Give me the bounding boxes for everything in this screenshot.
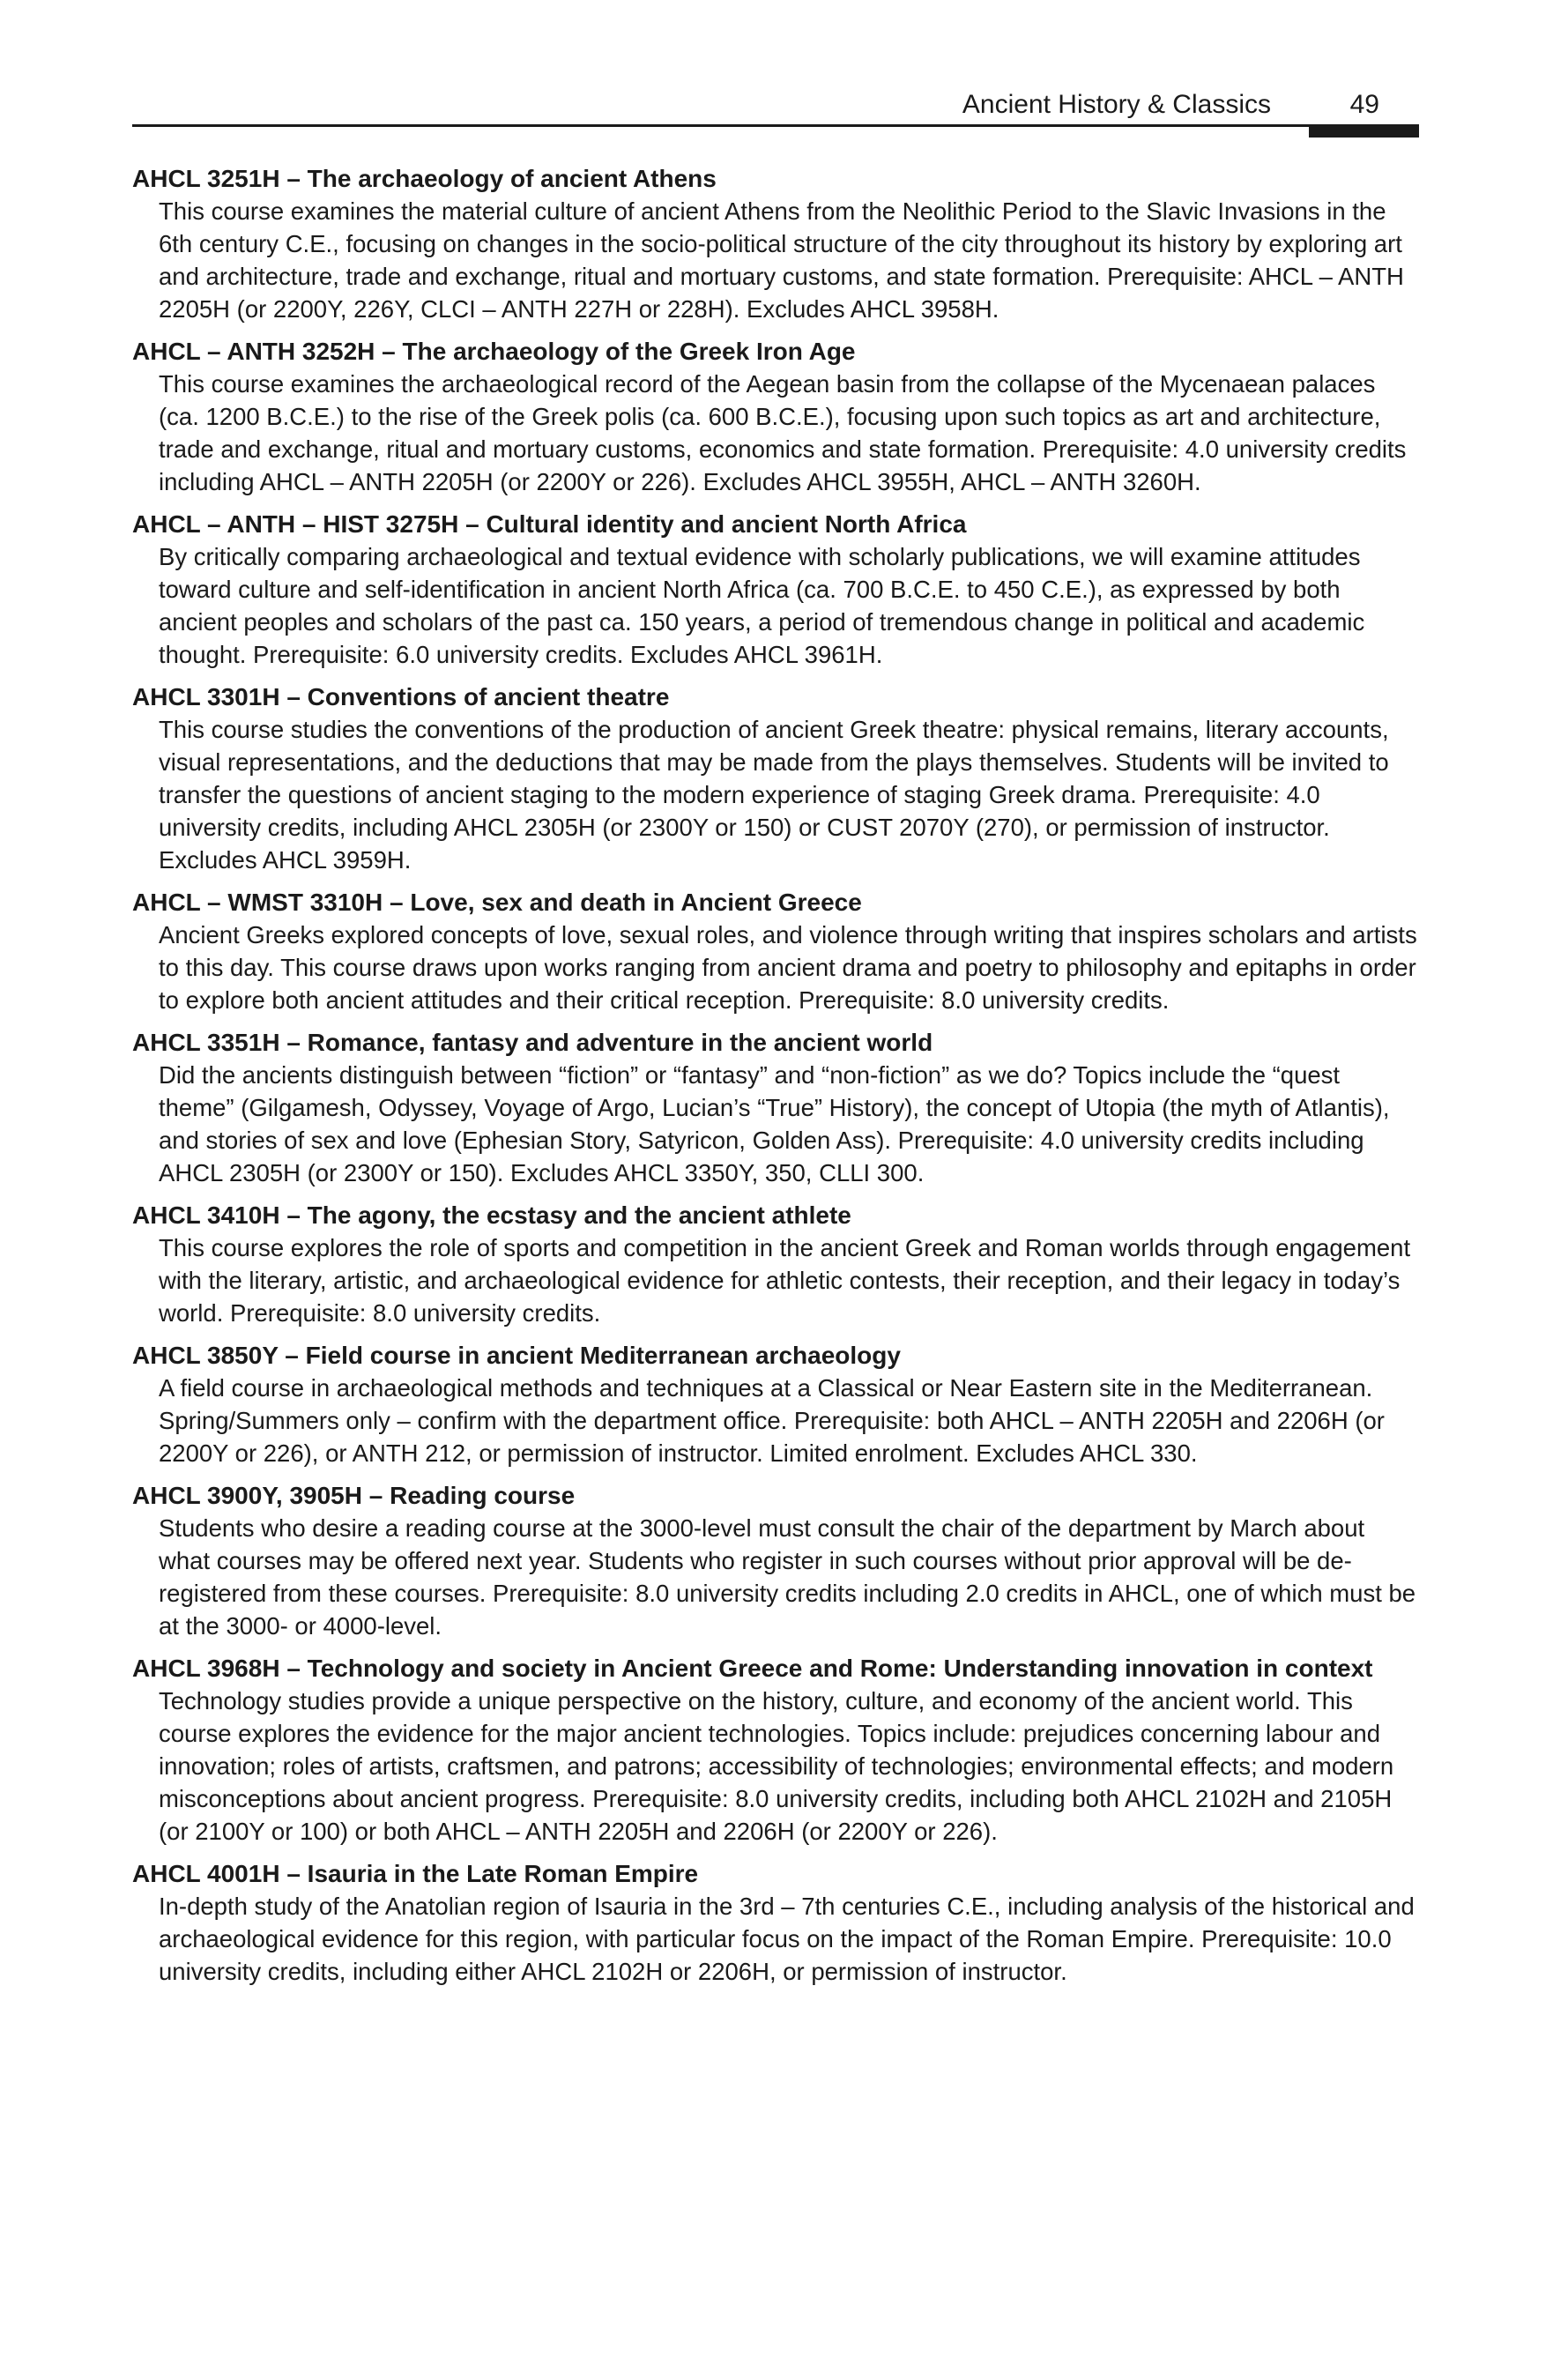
header-rule — [132, 124, 1419, 127]
course-description: A field course in archaeological methods and techniques at a Classical or Near Eastern site in the Mediterranean. Spring/Summers only – confirm with the department office. Prerequisite: both AHCL – ANTH 2205H and 2206H (or 2200Y or 226), or ANTH 212, or permission of instructor. Limited enrolment. Excludes AHCL 330. — [159, 1374, 1385, 1467]
course-title: AHCL 3251H – The archaeology of ancient Athens — [132, 165, 717, 192]
course-description: This course examines the archaeological record of the Aegean basin from the collapse of the Mycenaean palaces (ca. 1200 B.C.E.) to the rise of the Greek polis (ca. 600 B.C.E.), focusing upon such topics as art and architecture, trade and exchange, ritual and mortuary customs, economics and state formation. Prerequisite: 4.0 university credits including AHCL – ANTH 2205H (or 2200Y or 226). Excludes AHCL 3955H, AHCL – ANTH 3260H. — [159, 370, 1407, 495]
course-description: Students who desire a reading course at the 3000-level must consult the chair of the department by March about what courses may be offered next year. Students who register in such courses without prior approval will be de-registered from these courses. Prerequisite: 8.0 university credits including 2.0 credits in AHCL, one of which must be at the 3000- or 4000-level. — [159, 1514, 1416, 1640]
course-entry — [132, 1652, 1419, 1848]
course-entry — [132, 335, 1419, 498]
header-tab-marker — [1309, 127, 1419, 138]
course-title: AHCL 3351H – Romance, fantasy and adventure in the ancient world — [132, 1029, 933, 1056]
course-title: AHCL 3968H – Technology and society in Ancient Greece and Rome: Understanding innovation in context — [132, 1655, 1373, 1682]
course-entry — [132, 886, 1419, 1016]
course-entry — [132, 1339, 1419, 1469]
course-description: In-depth study of the Anatolian region of Isauria in the 3rd – 7th centuries C.E., including analysis of the historical and archaeological evidence for this region, with particular focus on the impact of the Roman Empire. Prerequisite: 10.0 university credits, including either AHCL 2102H or 2206H, or permission of instructor. — [159, 1893, 1415, 1985]
page-number: 49 — [1349, 90, 1379, 119]
course-title: AHCL – ANTH – HIST 3275H – Cultural identity and ancient North Africa — [132, 510, 967, 538]
course-description: This course studies the conventions of the production of ancient Greek theatre: physical remains, literary accounts, visual representations, and the deductions that may be made from the plays themselves. Students will be invited to transfer the questions of ancient staging to the modern experience of staging Greek drama. Prerequisite: 4.0 university credits, including AHCL 2305H (or 2300Y or 150) or CUST 2070Y (270), or permission of instructor. Excludes AHCL 3959H. — [159, 716, 1389, 874]
course-entry — [132, 1026, 1419, 1189]
course-description: This course examines the material culture of ancient Athens from the Neolithic Period to the Slavic Invasions in the 6th century C.E., focusing on changes in the socio-political structure of the city throughout its history by exploring art and architecture, trade and exchange, ritual and mortuary customs, and state formation. Prerequisite: AHCL – ANTH 2205H (or 2200Y, 226Y, CLCI – ANTH 227H or 228H). Excludes AHCL 3958H. — [159, 197, 1404, 323]
course-title: AHCL 3850Y – Field course in ancient Mediterranean archaeology — [132, 1342, 901, 1369]
course-description: By critically comparing archaeological and textual evidence with scholarly publications, we will examine attitudes toward culture and self-identification in ancient North Africa (ca. 700 B.C.E. to 450 C.E.), as expressed by both ancient peoples and scholars of the past ca. 150 years, a period of tremendous change in political and academic thought. Prerequisite: 6.0 university credits. Excludes AHCL 3961H. — [159, 543, 1365, 668]
course-entry — [132, 1857, 1419, 1988]
course-title: AHCL 3900Y, 3905H – Reading course — [132, 1482, 576, 1509]
course-entry — [132, 1199, 1419, 1329]
course-description: Ancient Greeks explored concepts of love, sexual roles, and violence through writing that inspires scholars and artists to this day. This course draws upon works ranging from ancient drama and poetry to philosophy and epitaphs in order to explore both ancient attitudes and their critical reception. Prerequisite: 8.0 university credits. — [159, 921, 1417, 1014]
course-title: AHCL 4001H – Isauria in the Late Roman Empire — [132, 1860, 699, 1887]
running-title: Ancient History & Classics — [962, 90, 1271, 119]
course-description: This course explores the role of sports and competition in the ancient Greek and Roman worlds through engagement with the literary, artistic, and archaeological evidence for athletic contests, their reception, and their legacy in today’s world. Prerequisite: 8.0 university credits. — [159, 1234, 1411, 1327]
course-entry — [132, 508, 1419, 671]
course-title: AHCL 3301H – Conventions of ancient theatre — [132, 683, 670, 710]
course-title: AHCL – ANTH 3252H – The archaeology of the Greek Iron Age — [132, 338, 856, 365]
course-title: AHCL – WMST 3310H – Love, sex and death in Ancient Greece — [132, 889, 862, 916]
course-list — [132, 162, 1419, 1997]
course-title: AHCL 3410H – The agony, the ecstasy and the ancient athlete — [132, 1201, 851, 1229]
course-description: Technology studies provide a unique perspective on the history, culture, and economy of the ancient world. This course explores the evidence for the major ancient technologies. Topics include: prejudices concerning labour and innovation; roles of artists, craftsmen, and patrons; accessibility of technologies; environmental effects; and modern misconceptions about ancient progress. Prerequisite: 8.0 university credits, including both AHCL 2102H and 2105H (or 2100Y or 100) or both AHCL – ANTH 2205H and 2206H (or 2200Y or 226). — [159, 1687, 1394, 1845]
course-entry — [132, 681, 1419, 876]
course-entry — [132, 162, 1419, 325]
course-entry — [132, 1479, 1419, 1642]
course-description: Did the ancients distinguish between “fiction” or “fantasy” and “non-fiction” as we do? Topics include the “quest theme” (Gilgamesh, Odyssey, Voyage of Argo, Lucian’s “True” History), the concept of Utopia (the myth of Atlantis), and stories of sex and love (Ephesian Story, Satyricon, Golden Ass). Prerequisite: 4.0 university credits including AHCL 2305H (or 2300Y or 150). Excludes AHCL 3350Y, 350, CLLI 300. — [159, 1061, 1390, 1186]
page-header — [132, 81, 1419, 127]
